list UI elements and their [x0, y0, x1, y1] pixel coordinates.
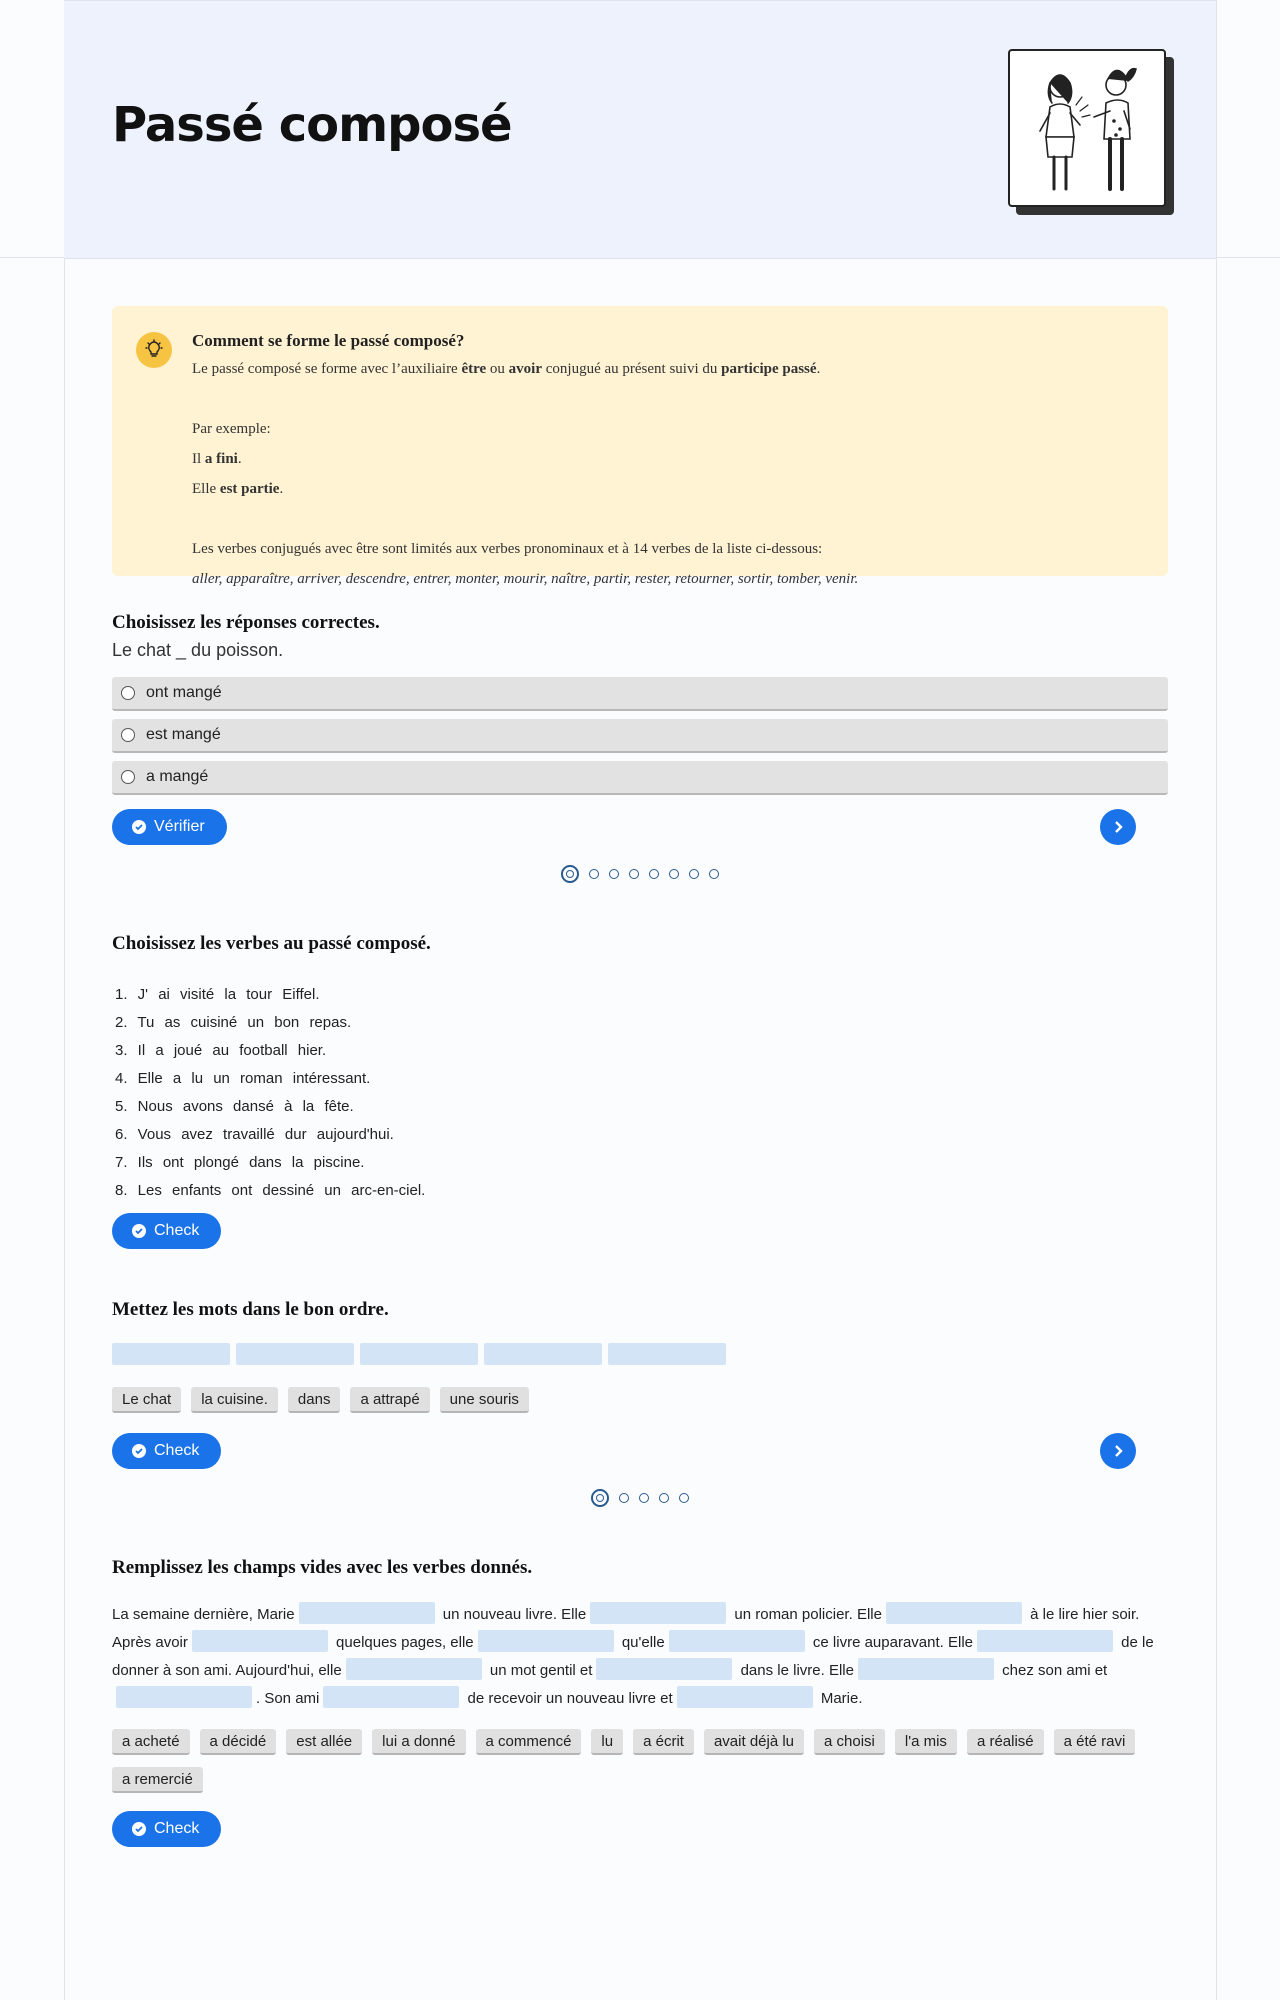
text-segment: La semaine dernière, Marie: [112, 1606, 295, 1623]
quiz-fill-blanks: [112, 1557, 1168, 1847]
sentence-item[interactable]: 3. Il a joué au football hier.: [115, 1042, 327, 1059]
answer-option[interactable]: [112, 761, 1168, 795]
tip-example-1: [192, 444, 1144, 474]
text-segment: qu'elle: [621, 1634, 665, 1651]
word-chip[interactable]: dans: [288, 1387, 341, 1413]
radio-button[interactable]: [121, 770, 135, 784]
sentence-item[interactable]: 2. Tu as cuisiné un bon repas.: [115, 1014, 352, 1031]
text-segment: . Son ami: [256, 1690, 320, 1707]
tip-intro: [192, 354, 1144, 384]
content: [112, 306, 1168, 1847]
quiz4-title: Remplissez les champs vides avec les verbes donnés.: [112, 1557, 533, 1578]
example-text: Il: [192, 451, 205, 467]
tip-intro-text: conjugué au présent suivi du: [542, 361, 722, 377]
left-border: [64, 0, 65, 2000]
answer-option[interactable]: [112, 719, 1168, 753]
answer-option[interactable]: [112, 677, 1168, 711]
word-chip[interactable]: lui a donné: [372, 1729, 465, 1755]
word-chip[interactable]: a choisi: [814, 1729, 885, 1755]
blank-field[interactable]: [677, 1686, 813, 1708]
word-chip[interactable]: Le chat: [112, 1387, 181, 1413]
pagination-dot[interactable]: [639, 1493, 649, 1503]
chevron-right-icon: [1111, 820, 1125, 834]
tip-participe: participe passé: [721, 361, 817, 377]
word-chip[interactable]: est allée: [286, 1729, 362, 1755]
drop-slot[interactable]: [236, 1343, 354, 1365]
radio-button[interactable]: [121, 728, 135, 742]
sentence-item[interactable]: 1. J' ai visité la tour Eiffel.: [115, 986, 320, 1003]
tip-example-2: [192, 474, 1144, 504]
verify-label: Vérifier: [154, 818, 205, 835]
tip-verb-list: aller, apparaître, arriver, descendre, entrer, monter, mourir, naître, partir, rester, retourner, sortir, tomber, venir.: [192, 571, 859, 587]
pagination-dot[interactable]: [669, 869, 679, 879]
example-verb: a fini: [204, 451, 238, 467]
tip-heading: Comment se forme le passé composé?: [192, 331, 465, 350]
drop-slot[interactable]: [484, 1343, 602, 1365]
pagination-dot[interactable]: [679, 1493, 689, 1503]
word-chips: [112, 1387, 1168, 1413]
example-verb: est partie: [219, 481, 280, 497]
quiz-word-order: [112, 1299, 1168, 1507]
blank-field[interactable]: [116, 1686, 252, 1708]
option-label: est mangé: [146, 726, 221, 743]
tip-intro-text: .: [816, 361, 821, 377]
word-chip[interactable]: la cuisine.: [191, 1387, 278, 1413]
text-segment: quelques pages, elle: [336, 1634, 474, 1651]
blank-field[interactable]: [886, 1602, 1022, 1624]
sentence-item[interactable]: 6. Vous avez travaillé dur aujourd'hui.: [115, 1126, 394, 1143]
next-button[interactable]: [1100, 809, 1136, 845]
quiz-multiple-choice: [112, 612, 1168, 883]
example-text: .: [279, 481, 284, 497]
text-segment: dans le livre. Elle: [740, 1662, 854, 1679]
quiz2-title: Choisissez les verbes au passé composé.: [112, 933, 431, 954]
word-chip[interactable]: l'a mis: [895, 1729, 957, 1755]
blank-field[interactable]: [192, 1630, 328, 1652]
word-chip[interactable]: lu: [591, 1729, 623, 1755]
pagination-dot[interactable]: [619, 1493, 629, 1503]
pagination-dots: [112, 865, 1168, 883]
word-chip[interactable]: avait déjà lu: [704, 1729, 804, 1755]
check-circle-icon: [132, 1444, 146, 1458]
text-segment: un mot gentil et: [489, 1662, 593, 1679]
word-chip[interactable]: a acheté: [112, 1729, 190, 1755]
blank-field[interactable]: [596, 1658, 732, 1680]
sentence-item[interactable]: 5. Nous avons dansé à la fête.: [115, 1098, 354, 1115]
header: [64, 0, 1216, 259]
pagination-dot[interactable]: [629, 869, 639, 879]
sentence-list: [112, 981, 1168, 1205]
quiz3-title: Mettez les mots dans le bon ordre.: [112, 1299, 389, 1320]
pagination-dot-active[interactable]: [561, 865, 579, 883]
verify-button[interactable]: [112, 809, 227, 845]
blank-field[interactable]: [299, 1602, 435, 1624]
option-label: a mangé: [146, 768, 209, 785]
text-segment: ce livre auparavant. Elle: [812, 1634, 973, 1651]
tip-avoir: avoir: [508, 361, 542, 377]
tip-limit-text: Les verbes conjugués avec être sont limités aux verbes pronominaux et à 14 verbes de la liste ci-dessous:: [192, 541, 823, 557]
quiz-select-verbs: [112, 933, 1168, 1249]
pagination-dot[interactable]: [649, 869, 659, 879]
blank-field[interactable]: [977, 1630, 1113, 1652]
pagination-dots: [112, 1489, 1168, 1507]
blank-field[interactable]: [323, 1686, 459, 1708]
drop-slot[interactable]: [608, 1343, 726, 1365]
cloze-text: [112, 1601, 1168, 1713]
blank-field[interactable]: [669, 1630, 805, 1652]
tip-etre: être: [461, 361, 487, 377]
text-segment: un roman policier. Elle: [734, 1606, 882, 1623]
sentence-item[interactable]: 7. Ils ont plongé dans la piscine.: [115, 1154, 365, 1171]
quiz1-question: Le chat _ du poisson.: [112, 640, 284, 660]
pagination-dot-active[interactable]: [591, 1489, 609, 1507]
text-segment: Marie.: [820, 1690, 863, 1707]
check-label: Check: [154, 1820, 200, 1837]
tip-intro-text: Le passé composé se forme avec l’auxiliaire: [192, 361, 462, 377]
blank-field[interactable]: [346, 1658, 482, 1680]
example-text: Elle: [192, 481, 220, 497]
check-button[interactable]: [112, 1213, 221, 1249]
pagination-dot[interactable]: [689, 869, 699, 879]
pagination-dot[interactable]: [659, 1493, 669, 1503]
text-segment: de le donner à son ami. Aujourd'hui, elle: [112, 1634, 1154, 1679]
option-label: ont mangé: [146, 684, 222, 701]
word-bank: [112, 1729, 1168, 1793]
page-title: Passé composé: [112, 97, 512, 153]
tip-intro-text: ou: [486, 361, 509, 377]
blank-field[interactable]: [478, 1630, 614, 1652]
text-segment: de recevoir un nouveau livre et: [467, 1690, 673, 1707]
drop-slot[interactable]: [360, 1343, 478, 1365]
teachers-illustration: [1008, 49, 1166, 207]
word-chip[interactable]: a écrit: [633, 1729, 694, 1755]
check-label: Check: [154, 1442, 200, 1459]
word-chip[interactable]: une souris: [440, 1387, 529, 1413]
lightbulb-icon: [136, 332, 172, 368]
tip-example-label: Par exemple:: [192, 421, 271, 437]
text-segment: à le lire hier soir. Après avoir: [112, 1606, 1140, 1651]
word-chip[interactable]: a été ravi: [1054, 1729, 1136, 1755]
blank-field[interactable]: [590, 1602, 726, 1624]
check-button[interactable]: [112, 1433, 221, 1469]
word-chip[interactable]: a réalisé: [967, 1729, 1044, 1755]
word-chip[interactable]: a attrapé: [350, 1387, 429, 1413]
word-chip[interactable]: a décidé: [200, 1729, 277, 1755]
radio-button[interactable]: [121, 686, 135, 700]
example-text: .: [237, 451, 242, 467]
check-label: Check: [154, 1222, 200, 1239]
right-border: [1216, 0, 1217, 2000]
pagination-dot[interactable]: [609, 869, 619, 879]
next-button[interactable]: [1100, 1433, 1136, 1469]
drop-slots: [112, 1343, 1168, 1365]
text-segment: chez son ami et: [1002, 1662, 1108, 1679]
pagination-dot[interactable]: [709, 869, 719, 879]
check-circle-icon: [132, 1224, 146, 1238]
word-chip[interactable]: a remercié: [112, 1767, 203, 1793]
check-button[interactable]: [112, 1811, 221, 1847]
drop-slot[interactable]: [112, 1343, 230, 1365]
chevron-right-icon: [1111, 1444, 1125, 1458]
word-chip[interactable]: a commencé: [476, 1729, 582, 1755]
tip-box: [112, 306, 1168, 587]
check-circle-icon: [132, 820, 146, 834]
text-segment: un nouveau livre. Elle: [442, 1606, 587, 1623]
sentence-item[interactable]: 8. Les enfants ont dessiné un arc-en-ciel.: [115, 1182, 426, 1199]
blank-field[interactable]: [858, 1658, 994, 1680]
pagination-dot[interactable]: [589, 869, 599, 879]
sentence-item[interactable]: 4. Elle a lu un roman intéressant.: [115, 1070, 371, 1087]
check-circle-icon: [132, 1822, 146, 1836]
quiz1-title: Choisissez les réponses correctes.: [112, 612, 380, 633]
